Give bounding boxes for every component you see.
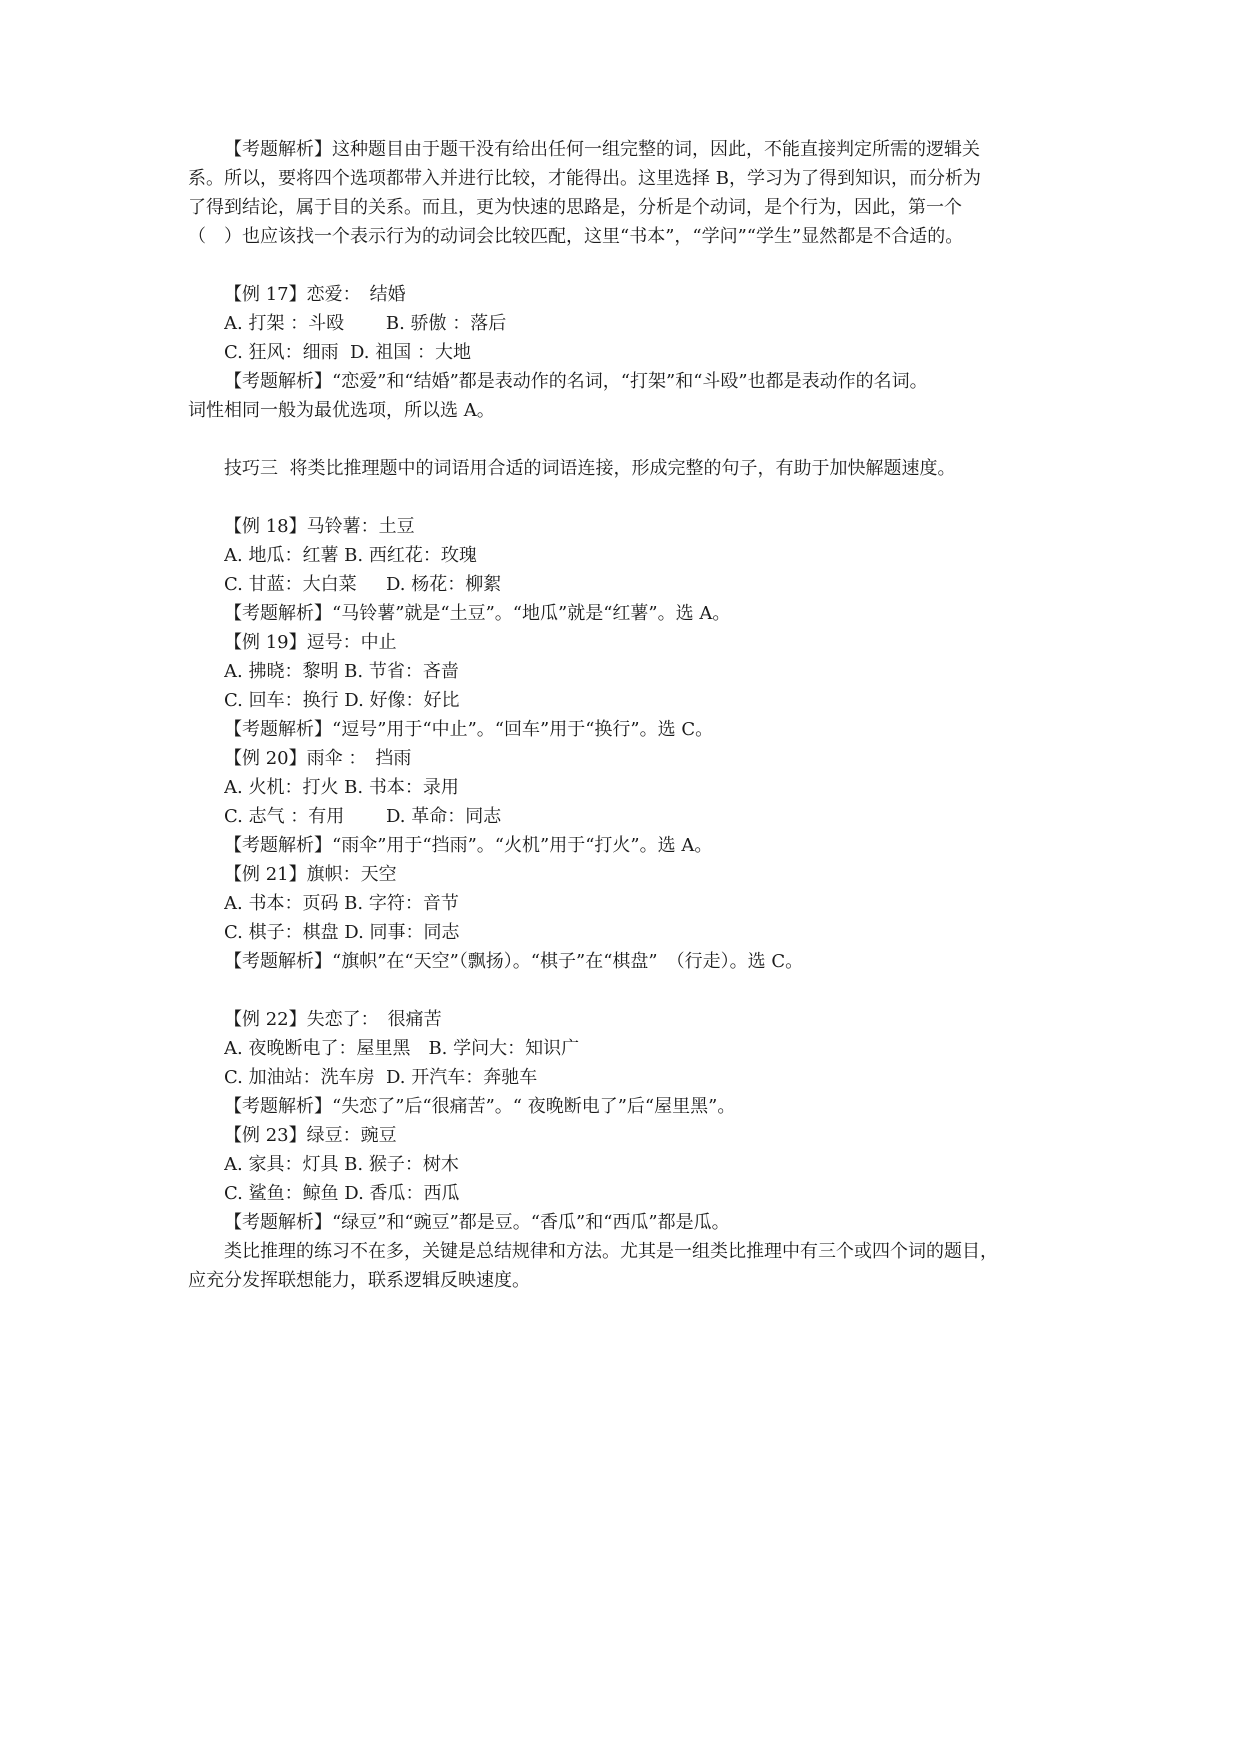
analysis-text: 【考题解析】“马铃薯”就是“土豆”。“地瓜”就是“红薯”。选 A。 [224,603,731,624]
analysis-text: 【考题解析】“旗帜”在“天空”（飘扬）。“棋子”在“棋盘” （行走）。选 C。 [224,951,804,972]
analysis-text: 【考题解析】“绿豆”和“豌豆”都是豆。“香瓜”和“西瓜”都是瓜。 [224,1212,730,1233]
example-title: 【例 20】雨伞 ： 挡雨 [224,748,412,769]
analysis-text: 【考题解析】这种题目由于题干没有给出任何一组完整的词，因此，不能直接判定所需的逻辑关 [224,139,980,160]
analysis-text: 【考题解析】“雨伞”用于“挡雨”。“火机”用于“打火”。选 A。 [224,835,713,856]
example-option: C. 甘蓝：大白菜 D. 杨花：柳絮 [224,574,502,595]
example-option: A. 打架 ：斗殴 B. 骄傲 ：落后 [224,313,507,334]
example-option: A. 家具：灯具 B. 猴子：树木 [224,1154,459,1175]
example-option: A. 夜晚断电了：屋里黑 B. 学问大：知识广 [224,1038,580,1059]
example-title: 【例 21】旗帜：天空 [224,864,397,885]
example-option: A. 拂晓：黎明 B. 节省：吝啬 [224,661,459,682]
analysis-text: 【考题解析】“失恋了”后“很痛苦”。“ 夜晚断电了”后“屋里黑”。 [224,1096,736,1117]
analysis-text: （ ）也应该找一个表示行为的动词会比较匹配，这里“书本”，“学问”“学生”显然都是不合适的。 [188,226,964,247]
example-option: C. 加油站：洗车房 D. 开汽车：奔驰车 [224,1067,538,1088]
summary-text: 类比推理的练习不在多，关键是总结规律和方法。尤其是一组类比推理中有三个或四个词的题目， [224,1241,998,1262]
analysis-text: 系。所以，要将四个选项都带入并进行比较，才能得出。这里选择 B，学习为了得到知识，而分析为 [188,168,981,189]
analysis-text: 词性相同一般为最优选项，所以选 A。 [188,400,495,421]
example-option: C. 棋子：棋盘 D. 同事：同志 [224,922,460,943]
example-title: 【例 19】逗号：中止 [224,632,397,653]
analysis-text: 【考题解析】“逗号”用于“中止”。“回车”用于“换行”。选 C。 [224,719,714,740]
example-title: 【例 18】马铃薯：土豆 [224,516,415,537]
example-option: C. 鲨鱼：鲸鱼 D. 香瓜：西瓜 [224,1183,460,1204]
example-option: C. 志气 ：有用 D. 革命：同志 [224,806,502,827]
example-title: 【例 23】绿豆：豌豆 [224,1125,397,1146]
example-option: A. 书本：页码 B. 字符：音节 [224,893,459,914]
example-title: 【例 17】恋爱： 结婚 [224,284,406,305]
summary-text: 应充分发挥联想能力，联系逻辑反映速度。 [188,1270,530,1291]
analysis-text: 了得到结论，属于目的关系。而且，更为快速的思路是，分析是个动词，是个行为，因此，第一个 [188,197,962,218]
example-option: C. 回车：换行 D. 好像：好比 [224,690,460,711]
example-option: A. 火机：打火 B. 书本：录用 [224,777,459,798]
tip-heading: 技巧三 将类比推理题中的词语用合适的词语连接，形成完整的句子，有助于加快解题速度。 [224,458,956,479]
example-option: A. 地瓜：红薯 B. 西红花：玫瑰 [224,545,477,566]
example-option: C. 狂风：细雨 D. 祖国 ：大地 [224,342,471,363]
analysis-text: 【考题解析】“恋爱”和“结婚”都是表动作的名词，“打架”和“斗殴”也都是表动作的名词。 [224,371,928,392]
example-title: 【例 22】失恋了： 很痛苦 [224,1009,442,1030]
